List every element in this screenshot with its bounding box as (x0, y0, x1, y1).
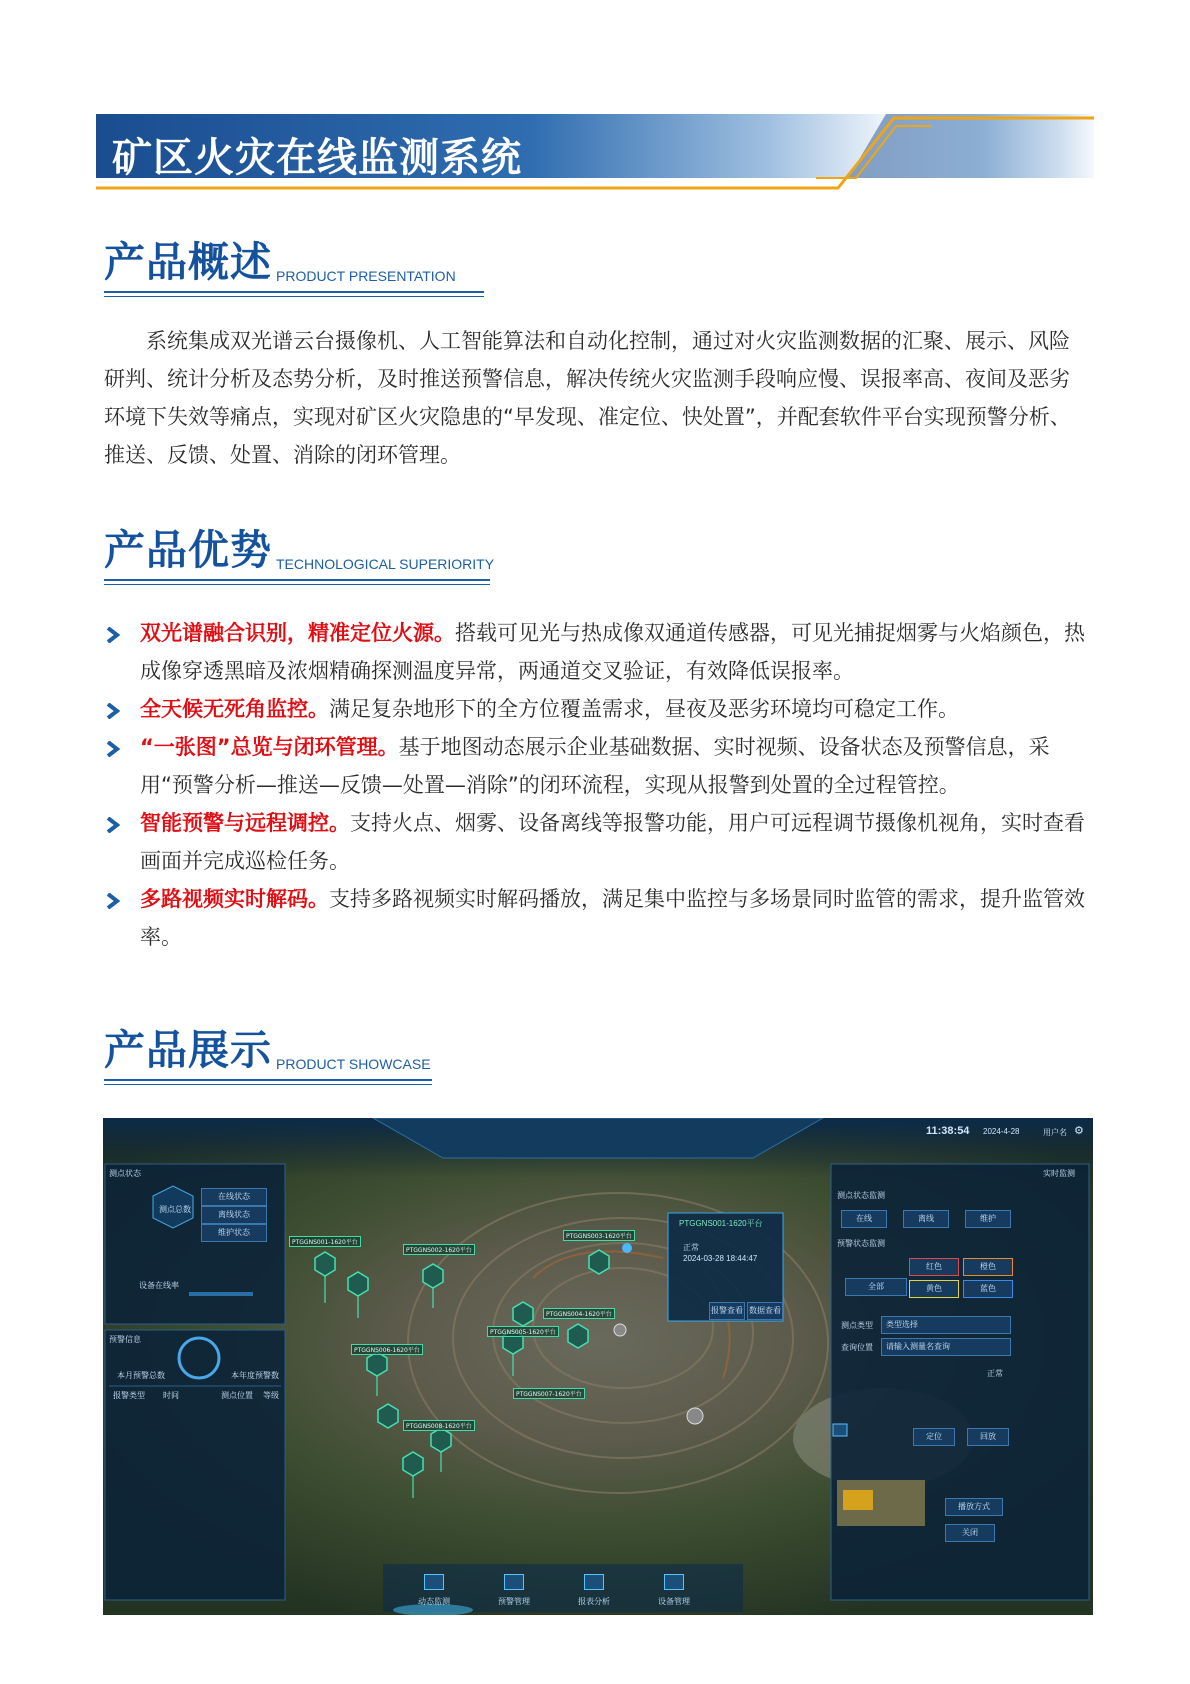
page-title: 矿区火灾在线监测系统 (112, 135, 522, 181)
nav-warning-management[interactable] (479, 1574, 549, 1607)
section-underline (104, 579, 490, 581)
popup-status: 正常 (683, 1243, 699, 1252)
popup-alarm-button[interactable]: 报警查看 (709, 1302, 745, 1320)
warning-red-button[interactable]: 红色 (909, 1258, 959, 1276)
chevron-right-icon (106, 817, 120, 833)
clock-display: 11:38:54 (926, 1125, 970, 1137)
table-header-location: 测点位置 (221, 1391, 253, 1400)
list-item (104, 614, 1094, 690)
nav-device-management[interactable] (639, 1574, 709, 1607)
status-online[interactable]: 在线状态 (201, 1188, 267, 1206)
list-item (104, 804, 1094, 880)
panel-title-realtime: 实时监测 (1043, 1169, 1075, 1178)
panel-title-point-status: 测点状态 (109, 1169, 141, 1178)
advantage-highlight: “一张图”总览与闭环管理。 (140, 735, 399, 759)
section-subtitle: PRODUCT SHOWCASE (276, 1056, 431, 1072)
point-total-label: 测点总数 (159, 1205, 191, 1214)
warning-all-button[interactable]: 全部 (845, 1278, 907, 1296)
list-item (104, 880, 1094, 956)
chevron-right-icon (106, 741, 120, 757)
point-type-select[interactable]: 类型选择 (881, 1316, 1011, 1334)
date-display: 2024-4-28 (983, 1127, 1020, 1136)
advantages-list (104, 614, 1094, 956)
section-subtitle: TECHNOLOGICAL SUPERIORITY (276, 556, 495, 572)
section-header-advantages (104, 524, 494, 576)
advantage-text: 满足复杂地形下的全方位覆盖需求，昼夜及恶劣环境均可稳定工作。 (329, 697, 959, 721)
section-title: 产品概述 (104, 238, 272, 286)
popup-data-button[interactable]: 数据查看 (747, 1302, 783, 1320)
map-pin-label[interactable]: PTGGNS002-1620平台 (403, 1244, 475, 1255)
report-icon (584, 1574, 604, 1590)
section-underline-thin (104, 296, 484, 297)
advantage-text: 搭载可见光与热成像双通道传感器，可见光捕捉烟雾与火焰颜色，热成像穿透黑暗及浓烟精确探测温度异常，两通道交叉验证，有效降低误报率。 (140, 621, 1085, 683)
section-underline (104, 291, 484, 293)
advantage-text: 支持火点、烟雾、设备离线等报警功能，用户可远程调节摄像机视角，实时查看画面并完成巡检任务。 (140, 811, 1085, 873)
user-menu[interactable]: 用户名 (1043, 1128, 1067, 1137)
filter-title: 测点状态监测 (837, 1191, 885, 1200)
map-pin-label[interactable]: PTGGNS007-1620平台 (513, 1388, 585, 1399)
warning-orange-button[interactable]: 橙色 (963, 1258, 1013, 1276)
map-pin-label[interactable]: PTGGNS006-1620平台 (351, 1344, 423, 1355)
alert-month-label: 本月预警总数 (117, 1371, 165, 1380)
overview-paragraph: 系统集成双光谱云台摄像机、人工智能算法和自动化控制，通过对火灾监测数据的汇聚、展示、风险研判、统计分析及态势分析，及时推送预警信息，解决传统火灾监测手段响应慢、误报率高、夜间及恶劣环境下失效等痛点，实现对矿区火灾隐患的“早发现、准定位、快处置”，并配套软件平台实现预警分析、推送、反馈、处置、消除的闭环管理。 (104, 329, 1071, 467)
list-item (104, 728, 1094, 804)
section-title: 产品优势 (104, 526, 272, 574)
chevron-right-icon (106, 703, 120, 719)
alert-year-label: 本年度预警数 (231, 1371, 279, 1380)
warning-filter-title: 预警状态监测 (837, 1239, 885, 1248)
nav-label: 预警管理 (498, 1597, 530, 1606)
chevron-right-icon (106, 627, 120, 643)
status-offline[interactable]: 离线状态 (201, 1206, 267, 1224)
nav-report-analysis[interactable] (559, 1574, 629, 1607)
device-online-rate-label: 设备在线率 (139, 1281, 179, 1290)
warning-blue-button[interactable]: 蓝色 (963, 1280, 1013, 1298)
popup-title: PTGGNS001-1620平台 (679, 1219, 763, 1228)
map-pin-label[interactable]: PTGGNS001-1620平台 (289, 1236, 361, 1247)
table-header-level: 等级 (263, 1391, 279, 1400)
section-underline-thin (104, 584, 490, 585)
nav-label: 设备管理 (658, 1597, 690, 1606)
settings-icon[interactable]: ⚙ (1074, 1125, 1084, 1137)
advantage-text: 基于地图动态展示企业基础数据、实时视频、设备状态及预警信息，采用“预警分析—推送—反馈—处置—消除”的闭环流程，实现从报警到处置的全过程管控。 (140, 735, 1050, 797)
product-screenshot (103, 1118, 1093, 1615)
section-header-overview (104, 236, 456, 288)
status-maintenance[interactable]: 维护状态 (201, 1224, 267, 1242)
filter-online-button[interactable]: 在线 (841, 1210, 887, 1228)
search-input[interactable]: 请输入测量名查询 (881, 1338, 1011, 1356)
filter-maintenance-button[interactable]: 维护 (965, 1210, 1011, 1228)
map-pin-label[interactable]: PTGGNS008-1620平台 (403, 1420, 475, 1431)
device-icon (664, 1574, 684, 1590)
section-subtitle: PRODUCT PRESENTATION (276, 268, 456, 284)
video-mode-select[interactable]: 播放方式 (945, 1498, 1003, 1516)
table-header-time: 时间 (163, 1391, 179, 1400)
warning-yellow-button[interactable]: 黄色 (909, 1280, 959, 1298)
playback-button[interactable]: 回放 (967, 1428, 1009, 1446)
advantage-highlight: 多路视频实时解码。 (140, 887, 329, 911)
map-pin-label[interactable]: PTGGNS005-1620平台 (487, 1326, 559, 1337)
title-banner (96, 112, 1094, 194)
section-title: 产品展示 (104, 1026, 272, 1074)
map-pin-label[interactable]: PTGGNS004-1620平台 (543, 1308, 615, 1319)
search-label: 查询位置 (841, 1343, 873, 1352)
warning-icon (504, 1574, 524, 1590)
table-header-type: 报警类型 (113, 1391, 145, 1400)
nav-dynamic-monitoring[interactable] (399, 1574, 469, 1607)
map-pin-label[interactable]: PTGGNS003-1620平台 (563, 1230, 635, 1241)
nav-label: 动态监测 (418, 1597, 450, 1606)
monitor-icon (424, 1574, 444, 1590)
camera-status: 正常 (987, 1369, 1003, 1378)
section-header-showcase (104, 1024, 431, 1076)
point-type-label: 测点类型 (841, 1321, 873, 1330)
close-video-button[interactable]: 关闭 (945, 1524, 995, 1542)
advantage-highlight: 双光谱融合识别，精准定位火源。 (140, 621, 455, 645)
popup-time: 2024-03-28 18:44:47 (683, 1254, 758, 1263)
advantage-highlight: 智能预警与远程调控。 (140, 811, 350, 835)
section-underline (104, 1079, 432, 1081)
advantage-highlight: 全天候无死角监控。 (140, 697, 329, 721)
section-underline-thin (104, 1084, 432, 1085)
filter-offline-button[interactable]: 离线 (903, 1210, 949, 1228)
locate-button[interactable]: 定位 (913, 1428, 955, 1446)
nav-label: 报表分析 (578, 1597, 610, 1606)
chevron-right-icon (106, 893, 120, 909)
panel-title-alerts: 预警信息 (109, 1335, 141, 1344)
list-item (104, 690, 1094, 728)
advantage-text: 支持多路视频实时解码播放，满足集中监控与多场景同时监管的需求，提升监管效率。 (140, 887, 1085, 949)
